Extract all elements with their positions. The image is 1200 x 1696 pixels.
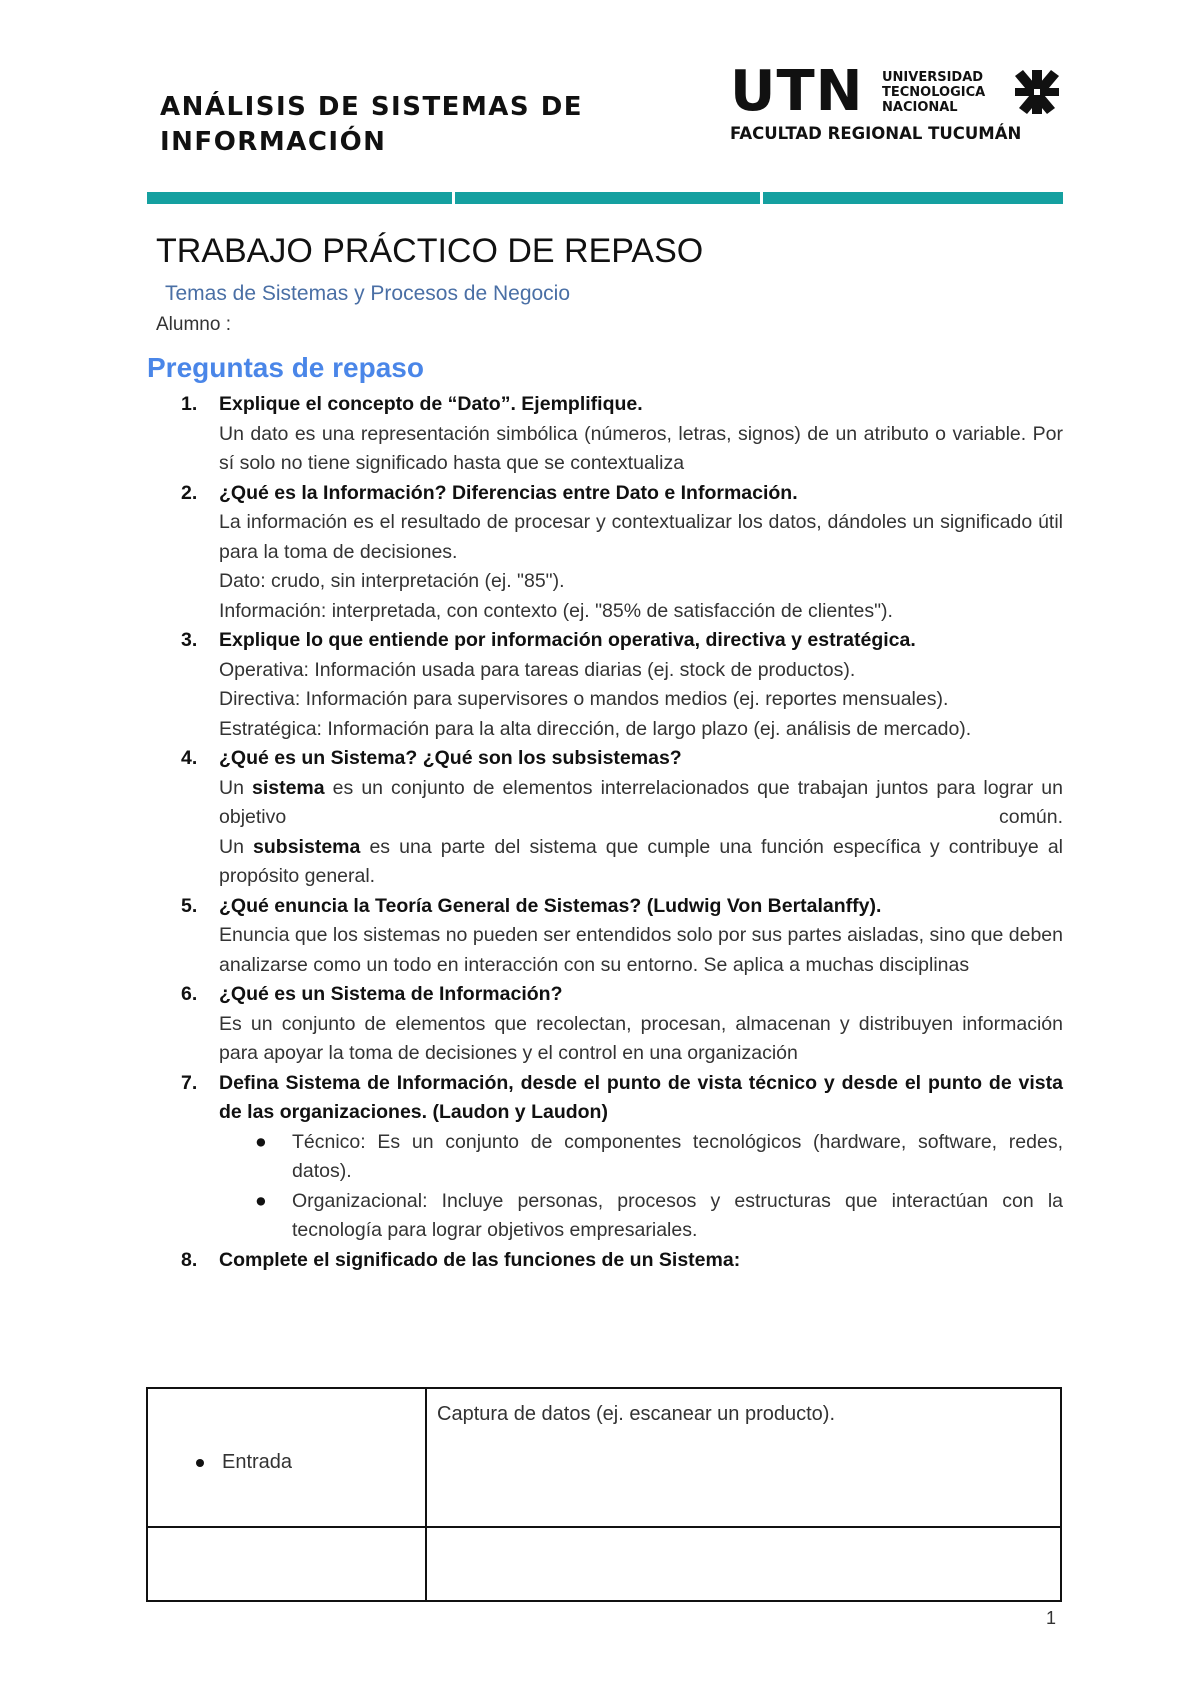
- answer-text: Enuncia que los sistemas no pueden ser entendidos solo por sus partes aisladas, sino que deben analizarse como un todo en interacción con su entorno. Se aplica a muchas disciplinas: [219, 924, 1063, 976]
- bullet-item: [219, 1187, 1063, 1246]
- question-text: Explique el concepto de “Dato”. Ejemplifique.: [219, 393, 643, 415]
- functions-table: [146, 1387, 1062, 1602]
- answer-text: Estratégica: Información para la alta dirección, de largo plazo (ej. análisis de mercado).: [219, 717, 972, 740]
- student-label: Alumno :: [156, 314, 231, 335]
- bullet-icon: [196, 1459, 204, 1467]
- bullet-text: Técnico: Es un conjunto de componentes tecnológicos (hardware, software, redes, datos).: [292, 1130, 1063, 1182]
- question-number: 2.: [181, 481, 198, 504]
- question-number: 8.: [181, 1248, 198, 1271]
- logo-university-line: NACIONAL: [882, 100, 958, 115]
- bullet-text: Organizacional: Incluye personas, procesos y estructuras que interactúan con la tecnología para lograr objetivos empresariales.: [292, 1189, 1063, 1241]
- utn-logo: [730, 59, 1062, 148]
- question-number: 4.: [181, 747, 198, 769]
- bullet-icon: ●: [255, 1130, 267, 1153]
- question-text: Complete el significado de las funciones de un Sistema:: [219, 1248, 741, 1271]
- question-text: Explique lo que entiende por información operativa, directiva y estratégica.: [219, 629, 916, 651]
- meaning-cell[interactable]: [426, 1527, 1061, 1601]
- bullet-icon: ●: [255, 1189, 267, 1212]
- meaning-cell[interactable]: [426, 1388, 1061, 1527]
- answer-fragment: es un conjunto de elementos interrelacionados que trabajan juntos para lograr un objetivo común.: [219, 776, 1063, 828]
- question-item: [147, 479, 1063, 627]
- document-title: TRABAJO PRÁCTICO DE REPASO: [156, 232, 704, 270]
- question-text: ¿Qué es un Sistema de Información?: [219, 983, 563, 1005]
- answer-text: Es un conjunto de elementos que recolectan, procesan, almacenan y distribuyen información para apoyar la toma de decisiones y el control en una organización: [219, 1012, 1063, 1064]
- question-item: [147, 390, 1063, 479]
- divider-segment: [763, 192, 1063, 204]
- logo-university-name: [882, 70, 985, 115]
- question-text: Defina Sistema de Información, desde el punto de vista técnico y desde el punto de vista de las organizaciones. (Laudon y Laudon): [219, 1071, 1063, 1123]
- question-number: 1.: [181, 393, 198, 415]
- document-subtitle: Temas de Sistemas y Procesos de Negocio: [165, 282, 571, 305]
- question-text: ¿Qué enuncia la Teoría General de Sistemas? (Ludwig Von Bertalanffy).: [219, 894, 882, 917]
- table-row: [147, 1388, 1061, 1527]
- page-number: 1: [1046, 1608, 1057, 1628]
- term-sistema: sistema: [251, 776, 325, 799]
- term-subsistema: subsistema: [253, 835, 361, 858]
- answer-text: [219, 833, 1063, 892]
- question-number: 5.: [181, 894, 198, 917]
- divider-segment: [147, 192, 452, 204]
- answer-text: Operativa: Información usada para tareas diarias (ej. stock de productos).: [219, 658, 856, 681]
- question-item: [147, 980, 1063, 1069]
- function-name: [148, 1528, 425, 1590]
- answer-fragment: es una parte del sistema que cumple una función específica y contribuye al propósito general.: [219, 835, 1063, 887]
- question-item: [147, 1069, 1063, 1246]
- divider-segment: [455, 192, 760, 204]
- question-number: 6.: [181, 983, 198, 1005]
- logo-faculty-name: FACULTAD REGIONAL TUCUMÁN: [730, 124, 1022, 143]
- question-item: [147, 626, 1063, 744]
- question-text: ¿Qué es la Información? Diferencias entre Dato e Información.: [219, 481, 798, 504]
- function-cell: [147, 1388, 426, 1527]
- utn-emblem-icon: [1015, 70, 1059, 114]
- section-heading: Preguntas de repaso: [147, 352, 424, 383]
- answer-text: La información es el resultado de procesar y contextualizar los datos, dándoles un significado útil para la toma de decisiones.: [219, 511, 1063, 563]
- question-item: [147, 744, 1063, 892]
- logo-university-line: UNIVERSIDAD: [882, 70, 984, 85]
- function-name: Entrada: [222, 1451, 293, 1473]
- header-divider: [147, 192, 1063, 204]
- function-meaning: Captura de datos (ej. escanear un producto).: [437, 1403, 836, 1425]
- question-list: [147, 390, 1063, 1275]
- answer-text: Dato: crudo, sin interpretación (ej. "85").: [219, 570, 565, 592]
- answer-text: Directiva: Información para supervisores o mandos medios (ej. reportes mensuales).: [219, 688, 949, 710]
- question-number: 3.: [181, 629, 198, 651]
- question-item: [147, 892, 1063, 981]
- question-number: 7.: [181, 1071, 198, 1094]
- bullet-list: [219, 1128, 1063, 1246]
- answer-text: Información: interpretada, con contexto (ej. "85% de satisfacción de clientes").: [219, 599, 893, 622]
- answer-fragment: Un: [219, 835, 254, 858]
- answer-fragment: Un: [219, 776, 252, 799]
- question-text: ¿Qué es un Sistema? ¿Qué son los subsistemas?: [219, 747, 682, 769]
- logo-utn-text: UTN: [730, 59, 864, 124]
- bullet-item: [219, 1128, 1063, 1187]
- question-item: [147, 1246, 1063, 1276]
- function-meaning: [427, 1528, 1060, 1556]
- table-row: [147, 1527, 1061, 1601]
- answer-text: [219, 774, 1063, 833]
- function-cell[interactable]: [147, 1527, 426, 1601]
- logo-university-line: TECNOLOGICA: [882, 85, 986, 100]
- course-title: ANÁLISIS DE SISTEMAS DE INFORMACIÓN: [160, 92, 584, 157]
- answer-text: Un dato es una representación simbólica (números, letras, signos) de un atributo o variable. Por sí solo no tiene significado hasta que se contextualiza: [219, 422, 1063, 474]
